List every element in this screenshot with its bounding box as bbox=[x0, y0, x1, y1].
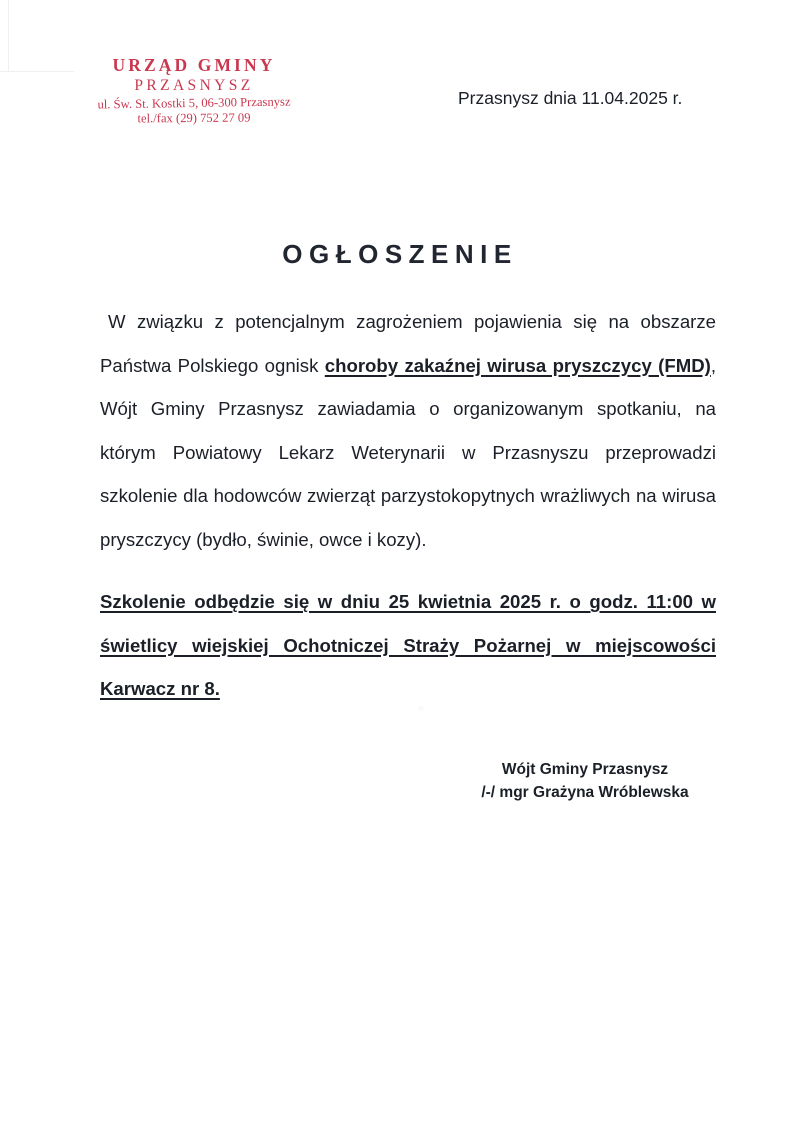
letterhead-office-name: URZĄD GMINY bbox=[112, 55, 276, 75]
document-body bbox=[100, 300, 716, 711]
paragraph-text-lead: W związku z potencjalnym zagrożeniem pojawienia się na obszarze Państwa Polskiego ognisk bbox=[100, 311, 716, 376]
letterhead-address: ul. Św. St. Kostki 5, 06-300 Przasnysz bbox=[97, 94, 291, 112]
paragraph-text-tail: , Wójt Gminy Przasnysz zawiadamia o organizowanym spotkaniu, na którym Powiatowy Lekarz Weterynarii w Przasnyszu przeprowadzi szkolenie dla hodowców zwierząt parzystokopytnych wrażliwych na wirusa pryszczycy (bydło, świnie, owce i kozy). bbox=[100, 354, 716, 550]
signature-block bbox=[440, 758, 730, 804]
letterhead-city: PRZASNYSZ bbox=[134, 76, 254, 94]
paragraph-announcement bbox=[100, 300, 716, 561]
scan-edge-artifact bbox=[8, 0, 9, 72]
letterhead-stamp bbox=[74, 56, 314, 125]
document-date: Przasnysz dnia 11.04.2025 r. bbox=[458, 88, 683, 108]
page-title: OGŁOSZENIE bbox=[282, 239, 518, 270]
signature-title: Wójt Gminy Przasnysz bbox=[501, 761, 669, 778]
scan-edge-artifact bbox=[0, 71, 74, 72]
emphasized-disease-name: choroby zakaźnej wirusa pryszczycy (FMD) bbox=[324, 354, 711, 376]
signature-name: /-/ mgr Grażyna Wróblewska bbox=[481, 784, 689, 801]
letterhead-phone: tel./fax (29) 752 27 09 bbox=[137, 110, 251, 126]
paragraph-training-details: Szkolenie odbędzie się w dniu 25 kwietnia 2025 r. o godz. 11:00 w świetlicy wiejskiej Ochotniczej Straży Pożarnej w miejscowości Karwacz nr 8. bbox=[100, 591, 716, 699]
